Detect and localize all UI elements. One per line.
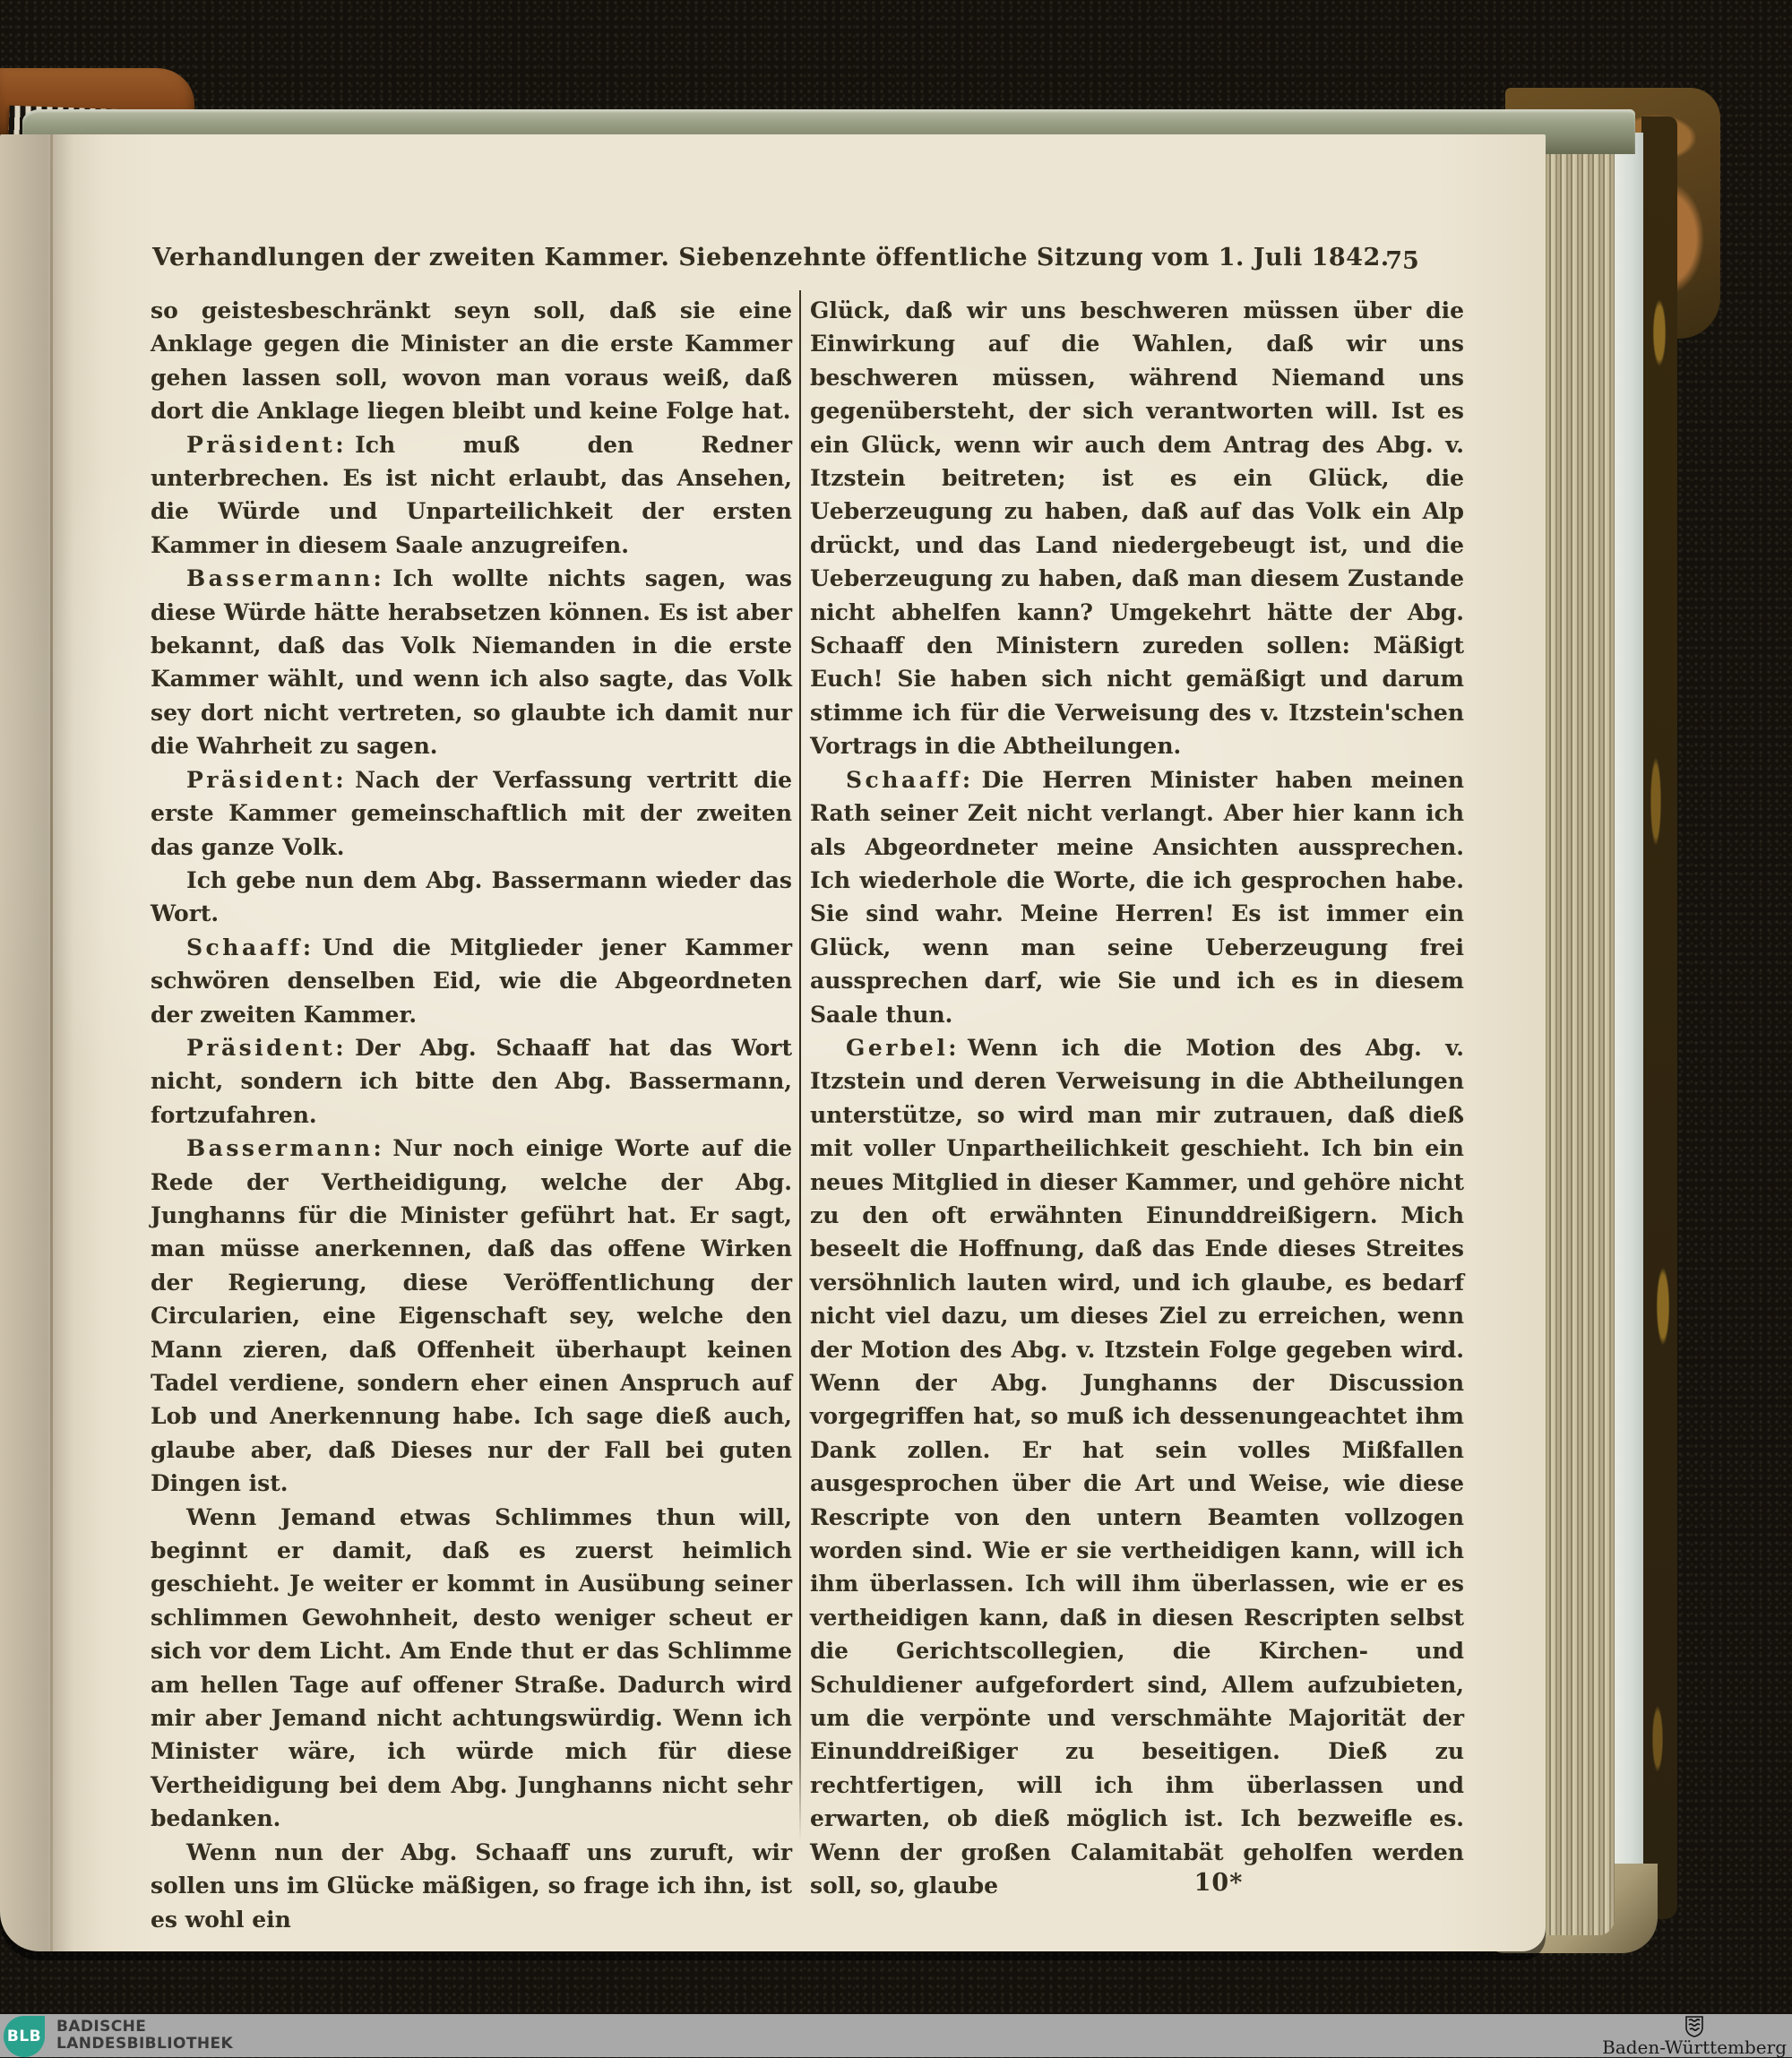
paragraph-text: Der Abg. Schaaff hat das Wort nicht, sondern ich bitte den Abg. Bassermann, fortzufahren. [151, 1034, 792, 1128]
library-name [56, 2019, 233, 2053]
folio-number: 75 [1385, 247, 1419, 275]
text-paragraph [151, 763, 792, 864]
paragraph-text: Und die Mitglieder jener Kammer schwören denselben Eid, wie die Abgeordneten der zweiten Kammer. [151, 934, 792, 1028]
book-cover-right-edge [1641, 116, 1677, 1919]
text-column-left [151, 294, 792, 1936]
text-column-right [810, 294, 1464, 1903]
speaker-name: Schaaff: [846, 766, 974, 793]
text-paragraph [151, 428, 792, 563]
paragraph-text: Nach der Verfassung vertritt die erste Kammer gemeinschaftlich mit der zweiten das ganze Volk. [151, 766, 792, 860]
library-branding-bar [0, 2014, 1792, 2057]
paragraph-text: Wenn ich die Motion des Abg. v. Itzstein und deren Verweisung in die Abtheilungen unterstütze, so wird man mir zutrauen, daß dieß mit voller Unpartheilichkeit geschieht. Ich bin ein neues Mitglied in dieser Kammer, und gehöre nicht zu den oft erwähnten Einunddreißigern. Mich beseelt die Hoffnung, daß das Ende dieses Streites versöhnlich lauten wird, und ich glaube, es bedarf nicht viel dazu, um dieses Ziel zu erreichen, wenn der Motion des Abg. v. Itzstein Folge gegeben wird. Wenn der Abg. Junghanns der Discussion vorgegriffen hat, so muß ich dessenungeachtet ihm Dank zollen. Er hat sein volles Mißfallen ausgesprochen über die Art und Weise, wie diese Rescripte von den untern Beamten vollzogen worden sind. Wie er sie vertheidigen kann, will ich ihm überlassen. Ich will ihm überlassen, wie er es vertheidigen kann, daß in diesen Rescripten selbst die Gerichtscollegien, die Kirchen- und Schuldiener aufgefordert sind, Allem aufzubieten, um die verpönte und verschmähte Majorität der Einunddreißiger zu beseitigen. Dieß zu rechtfertigen, will ich ihm überlassen und erwarten, ob dieß möglich ist. Ich bezweifle es. Wenn der großen Calamitabät geholfen werden soll, so, glaube [810, 1034, 1464, 1899]
speaker-name: Präsident: [186, 431, 348, 458]
paragraph-text: Ich muß den Redner unterbrechen. Es ist nicht erlaubt, das Ansehen, die Würde und Unparteilichkeit der ersten Kammer in diesem Saale anzugreifen. [151, 431, 792, 558]
paragraph-text: so geistesbeschränkt seyn soll, daß sie eine Anklage gegen die Minister an die erste Kammer gehen lassen soll, wovon man voraus weiß, daß dort die Anklage liegen bleibt und keine Folge hat. [151, 297, 792, 425]
text-paragraph [151, 1132, 792, 1500]
speaker-name: Bassermann: [186, 565, 385, 592]
state-brand [1602, 2014, 1787, 2057]
blb-logo: BLB [4, 2016, 45, 2057]
text-paragraph [151, 562, 792, 762]
book-endpaper-edge [1613, 133, 1643, 1920]
text-paragraph [151, 1836, 792, 1936]
page-crease [50, 134, 53, 1951]
paragraph-text: Ich gebe nun dem Abg. Bassermann wieder das Wort. [151, 866, 792, 927]
column-divider-rule [799, 290, 801, 1842]
coat-of-arms-icon [1685, 2016, 1703, 2037]
paragraph-text: Nur noch einige Worte auf die Rede der Vertheidigung, welche der Abg. Junghanns für die Minister geführt hat. Er sagt, man müsse anerkennen, daß das offene Wirken der Regierung, diese Veröffentlichung der Circularien, eine Eigenschaft sey, welche den Mann zieren, daß Offenheit überhaupt keinen Tadel verdiene, sondern eher einen Anspruch auf Lob und Anerkennung habe. Ich sage dieß auch, glaube aber, daß Dieses nur der Fall bei guten Dingen ist. [151, 1135, 792, 1497]
text-paragraph [810, 294, 1464, 763]
speaker-name: Präsident: [186, 1034, 348, 1061]
book-fore-edge-pages [1543, 134, 1615, 1935]
text-paragraph [810, 763, 1464, 1031]
paragraph-text: Glück, daß wir uns beschweren müssen über die Einwirkung auf die Wahlen, daß wir uns beschweren müssen, während Niemand uns gegenübersteht, der sich verantworten will. Ist es ein Glück, wenn wir auch dem Antrag des Abg. v. Itzstein beitreten; ist es ein Glück, die Ueberzeugung zu haben, daß auf das Volk ein Alp drückt, und das Land niedergebeugt ist, und die Ueberzeugung zu haben, daß man diesem Zustande nicht abhelfen kann? Umgekehrt hätte der Abg. Schaaff den Ministern zureden sollen: Mäßigt Euch! Sie haben sich nicht gemäßigt und darum stimme ich für die Verweisung des v. Itzstein'schen Vortrags in die Abtheilungen. [810, 297, 1464, 760]
speaker-name: Gerbel: [846, 1034, 961, 1061]
paragraph-text: Die Herren Minister haben meinen Rath seiner Zeit nicht verlangt. Aber hier kann ich als Abgeordneter meine Ansichten aussprechen. Ich wiederhole die Worte, die ich gesprochen habe. Sie sind wahr. Meine Herren! Es ist immer ein Glück, wenn man seine Ueberzeugung frei aussprechen darf, wie Sie und ich es in diesem Saale thun. [810, 766, 1464, 1028]
text-paragraph [810, 1031, 1464, 1903]
paragraph-text: Wenn Jemand etwas Schlimmes thun will, beginnt er damit, daß es zuerst heimlich geschieht. Je weiter er kommt in Ausübung seiner schlimmen Gewohnheit, desto weniger scheut er sich vor dem Licht. Am Ende thut er das Schlimme am hellen Tage auf offener Straße. Dadurch wird mir aber Jemand nicht achtungswürdig. Wenn ich Minister wäre, ich würde mich für diese Vertheidigung bei dem Abg. Junghanns nicht sehr bedanken. [151, 1503, 792, 1832]
paragraph-text: Wenn nun der Abg. Schaaff uns zuruft, wir sollen uns im Glücke mäßigen, so frage ich ihn, ist es wohl ein [151, 1838, 792, 1933]
speaker-name: Präsident: [186, 766, 348, 793]
state-name: Baden-Württemberg [1602, 2036, 1787, 2058]
library-name-line2: LANDESBIBLIOTHEK [56, 2035, 234, 2053]
paragraph-text: Ich wollte nichts sagen, was diese Würde hätte herabsetzen können. Es ist aber bekannt, daß das Volk Niemanden in die erste Kammer wählt, und wenn ich also sagte, das Volk sey dort nicht vertreten, so glaubte ich damit nur die Wahrheit zu sagen. [151, 565, 792, 760]
text-paragraph [151, 1031, 792, 1132]
page-gutter-shadow [0, 134, 108, 1951]
text-paragraph [151, 864, 792, 931]
signature-mark: 10* [1193, 1869, 1244, 1897]
text-paragraph [151, 294, 792, 428]
speaker-name: Bassermann: [186, 1135, 385, 1162]
running-head: Verhandlungen der zweiten Kammer. Siebenzehnte öffentliche Sitzung vom 1. Juli 1842. [152, 244, 1390, 271]
text-paragraph [151, 1501, 792, 1836]
library-name-line1: BADISCHE [56, 2018, 147, 2036]
speaker-name: Schaaff: [186, 934, 314, 960]
text-paragraph [151, 931, 792, 1031]
